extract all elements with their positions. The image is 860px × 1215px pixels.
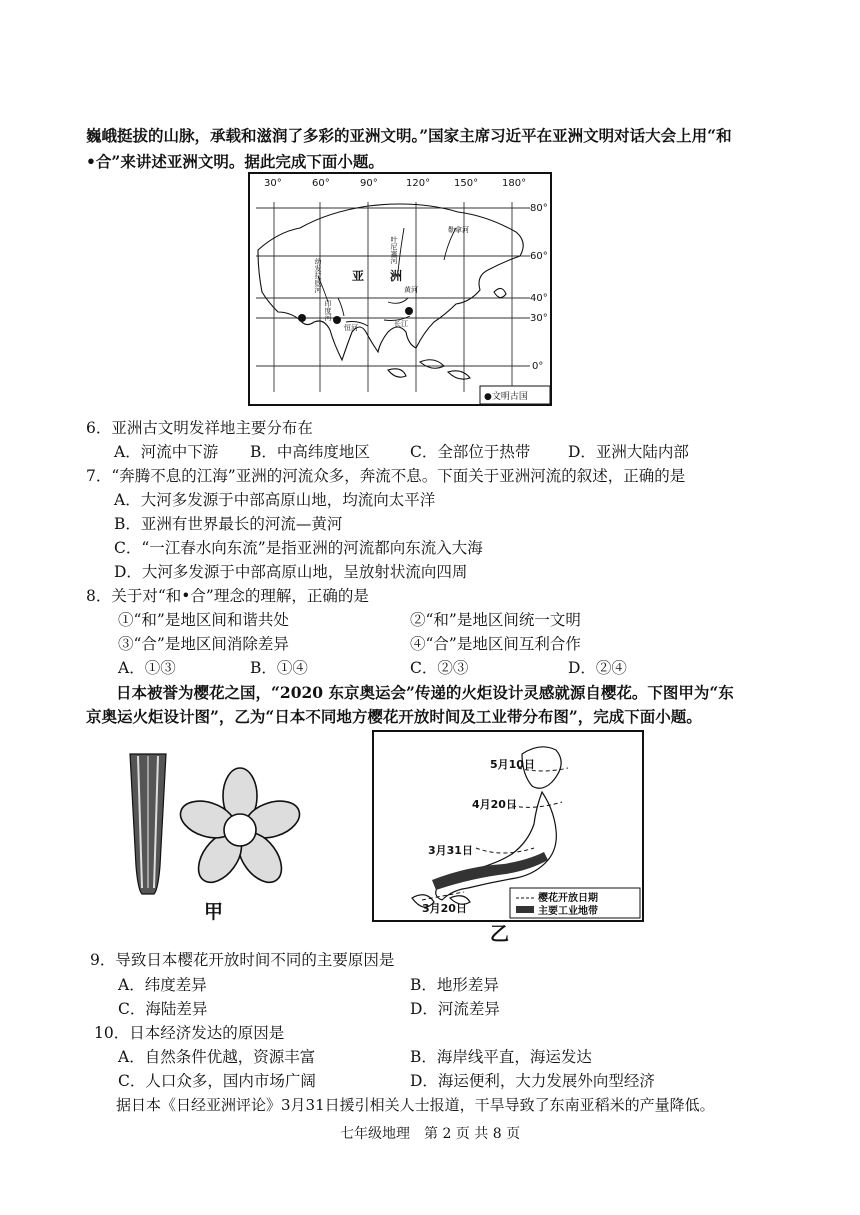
river-label-yangtze: 长江 — [394, 320, 408, 328]
date-label: 3月20日 — [422, 902, 467, 915]
q7-option-d: D．大河多发源于中部高原山地，呈放射状流向四周 — [114, 563, 468, 581]
q6-option-b: B．中高纬度地区 — [250, 443, 370, 461]
next-material-intro: 据日本《日经亚洲评论》3月31日援引相关人士报道，干旱导致了东南亚稻米的产量降低。 — [116, 1096, 715, 1114]
q10-option-c: C．人口众多，国内市场广阔 — [118, 1072, 316, 1090]
torch-icon — [130, 754, 166, 894]
q7-stem: 7．“奔腾不息的江海”亚洲的河流众多，奔流不息。下面关于亚洲河流的叙述，正确的是 — [86, 467, 686, 485]
q7-option-a: A．大河多发源于中部高原山地，均流向太平洋 — [114, 491, 436, 509]
cherry-blossom-icon — [176, 768, 304, 890]
river-label-euphrates: 幼发拉底河 — [314, 258, 322, 293]
river-label-ganges: 恒河 — [344, 324, 358, 332]
lon-label: 90° — [360, 178, 378, 189]
q8-option-b: B．①④ — [250, 659, 308, 677]
lat-label: 30° — [530, 313, 548, 324]
lat-label: 80° — [530, 203, 548, 214]
lon-label: 60° — [312, 178, 330, 189]
q10-option-d: D．海运便利，大力发展外向型经济 — [410, 1072, 655, 1090]
river-label-yenisei: 叶尼塞河 — [390, 236, 398, 264]
intro-line-1: 巍峨挺拔的山脉，承载和滋润了多彩的亚洲文明。”国家主席习近平在亚洲文明对话大会上用“和 — [86, 126, 732, 145]
map-legend: ●文明古国 — [484, 392, 528, 402]
japan-intro-line-1: 日本被誉为樱花之国，“2020 东京奥运会”传递的火炬设计灵感就源自樱花。下图甲为“东 — [116, 683, 734, 702]
lon-label: 180° — [502, 178, 527, 189]
lon-label: 120° — [406, 178, 431, 189]
q9-option-c: C．海陆差异 — [118, 1000, 208, 1018]
q6-option-a: A．河流中下游 — [114, 443, 219, 461]
q8-option-c: C．②③ — [410, 659, 469, 677]
lon-label: 30° — [264, 178, 282, 189]
lat-label: 0° — [532, 361, 544, 372]
date-label: 5月10日 — [490, 758, 535, 771]
asia-civilization-map — [248, 172, 552, 406]
torch-design-figure — [120, 748, 370, 928]
q8-statement-3: ③“合”是地区间消除差异 — [118, 635, 289, 653]
intro-line-2: •合”来讲述亚洲文明。据此完成下面小题。 — [86, 152, 384, 171]
river-label-yellow: 黄河 — [404, 286, 418, 294]
q8-statement-2: ②“和”是地区间统一文明 — [410, 611, 581, 629]
lat-label: 60° — [530, 251, 548, 262]
river-label-indus: 印度河 — [324, 300, 332, 321]
figure-jia-caption: 甲 — [204, 901, 224, 923]
q9-option-a: A．纬度差异 — [118, 976, 207, 994]
q10-stem: 10．日本经济发达的原因是 — [94, 1024, 285, 1042]
continent-label: 洲 — [390, 269, 403, 283]
lat-label: 40° — [530, 293, 548, 304]
q9-stem: 9．导致日本樱花开放时间不同的主要原因是 — [90, 951, 395, 969]
q8-stem: 8．关于对“和•合”理念的理解，正确的是 — [86, 587, 369, 605]
q6-option-d: D．亚洲大陆内部 — [568, 443, 689, 461]
legend-blossom-date: 樱花开放日期 — [538, 893, 598, 904]
japan-cherry-blossom-map — [372, 730, 644, 922]
q9-option-b: B．地形差异 — [410, 976, 499, 994]
date-label: 3月31日 — [428, 844, 473, 857]
q10-option-a: A．自然条件优越，资源丰富 — [118, 1048, 316, 1066]
page-footer: 七年级地理 第 2 页 共 8 页 — [340, 1126, 521, 1142]
q6-option-c: C．全部位于热带 — [410, 443, 531, 461]
q6-stem: 6．亚洲古文明发祥地主要分布在 — [86, 419, 313, 437]
q8-statement-4: ④“合”是地区间互利合作 — [410, 635, 581, 653]
lon-label: 150° — [454, 178, 479, 189]
continent-label: 亚 — [352, 269, 365, 283]
japan-intro-line-2: 京奥运火炬设计图”，乙为“日本不同地方樱花开放时间及工业带分布图”，完成下面小题。 — [86, 707, 702, 726]
river-label-lena: 勒拿河 — [448, 226, 469, 234]
q9-option-d: D．河流差异 — [410, 1000, 500, 1018]
date-label: 4月20日 — [472, 798, 517, 811]
q8-option-d: D．②④ — [568, 659, 627, 677]
q10-option-b: B．海岸线平直，海运发达 — [410, 1048, 592, 1066]
legend-industrial-belt: 主要工业地带 — [538, 906, 598, 917]
q8-statement-1: ①“和”是地区间和谐共处 — [118, 611, 289, 629]
q8-option-a: A．①③ — [118, 659, 176, 677]
q7-option-b: B．亚洲有世界最长的河流—黄河 — [114, 515, 343, 533]
q7-option-c: C．“一江春水向东流”是指亚洲的河流都向东流入大海 — [114, 539, 483, 557]
figure-yi-caption: 乙 — [490, 923, 510, 945]
